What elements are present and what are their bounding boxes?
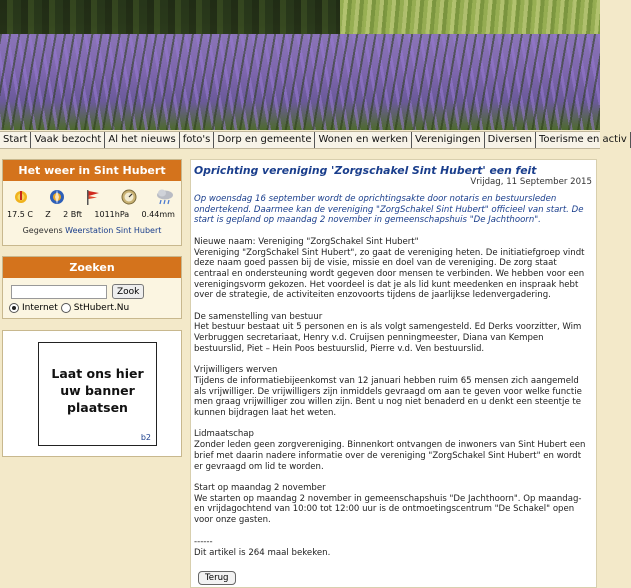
weather-wind-direction: Z: [45, 210, 51, 219]
article-section-membership: [194, 429, 592, 472]
nav-item-dorp-en-gemeente[interactable]: Dorp en gemeente: [214, 132, 315, 148]
section-heading: Start op maandag 2 november: [194, 482, 326, 493]
nav-item-vaak-bezocht[interactable]: Vaak bezocht: [31, 132, 105, 148]
back-button[interactable]: Terug: [198, 571, 236, 585]
article-date: Vrijdag, 11 September 2015: [470, 177, 592, 187]
search-box: [2, 256, 182, 319]
weather-pressure: 1011hPa: [94, 210, 130, 219]
weather-station-link[interactable]: Weerstation Sint Hubert: [65, 226, 162, 235]
nav-item-verenigingen[interactable]: Verenigingen: [412, 132, 485, 148]
nav-spacer: [0, 149, 600, 158]
search-title: Zoeken: [3, 257, 181, 278]
radio-sthubert-label: StHubert.Nu: [73, 303, 130, 313]
article-intro: Op woensdag 16 september wordt de oprichtingsakte door notaris en bestuursleden ondertekend. Daarmee kan de vereniging "ZorgSchakel Sint Hubert" officieel van start. De start is gepland op maandag 2 november in gemeenschapshuis "De Jachthoorn".: [194, 194, 584, 226]
search-scope: [3, 299, 181, 313]
rain-cloud-icon: [155, 187, 175, 207]
section-text: We starten op maandag 2 november in gemeenschapshuis "De Jachthoorn". Op maandag- en vrijdagochtend van 10:00 tot 12:00 uur is de ontmoetingscentrum "De Schakel" open voor onze gasten.: [194, 493, 582, 526]
section-heading: De samenstelling van bestuur: [194, 311, 323, 322]
article-section-name: [194, 237, 592, 301]
advertisement-panel: [2, 330, 182, 457]
radio-internet[interactable]: [9, 303, 19, 313]
weather-values: [3, 207, 181, 219]
search-button[interactable]: Zook: [112, 284, 144, 299]
section-text: Tijdens de informatiebijeenkomst van 12 januari hebben ruim 65 mensen zich aangemeld als vrijwilliger. De vrijwilligers zijn inmiddels gevraagd om aan te geven voor welke functie men graag vrijwilliger zou willen zijn. Bent u nog niet benaderd en u denkt een steentje te kunnen bijdragen laat het weten.: [194, 375, 582, 419]
section-text: Het bestuur bestaat uit 5 personen en is als volgt samengesteld. Ed Derks voorzitter, Wim Verbruggen secretariaat, Henry v.d. Cruijsen penningmeester, Diana van Kempen bestuurslid, Piet – Hein Poos bestuurslid, Pierre v.d. Ven bestuurslid.: [194, 322, 582, 354]
nav-item-al-het-nieuws[interactable]: Al het nieuws: [105, 132, 179, 148]
section-text: Zonder leden geen zorgvereniging. Binnenkort ontvangen de inwoners van Sint Hubert een brief met daarin nadere informatie over de vereniging "ZorgSchakel Sint Hubert" en wordt er gevraagd om lid te worden.: [194, 440, 586, 472]
header-banner-image: [0, 0, 600, 130]
article-section-board: [194, 312, 592, 355]
weather-icons: [3, 181, 181, 207]
search-input[interactable]: [11, 285, 107, 299]
banner-lavender-field: [0, 34, 600, 130]
section-heading: Vrijwilligers werven: [194, 365, 278, 376]
radio-sthubert[interactable]: [61, 303, 71, 313]
main-navigation: [0, 131, 627, 149]
banner-placeholder-text: Laat ons hier uw banner plaatsen: [51, 366, 144, 415]
section-heading: Nieuwe naam: Vereniging "ZorgSchakel Sint Hubert": [194, 236, 419, 247]
weather-box: [2, 159, 182, 246]
weather-source-prefix: Gegevens: [22, 226, 63, 235]
section-heading: Lidmaatschap: [194, 429, 254, 440]
article-body: [194, 194, 592, 526]
weather-wind-force: 2 Bft: [63, 210, 83, 219]
section-text: Vereniging "ZorgSchakel Sint Hubert", zo gaat de vereniging heten. De initiatiefgroep vindt deze naam goed passen bij de visie, missie en doel van de vereniging. De zorg staat centraal en ondersteuning wordt gegeven door mensen te verbinden. We hebben voor een verenigingsvorm gekozen. Het voordeel is dat je als lid kunt meedenken en inspraak hebt over de strategie, de activiteiten enzovoorts tijdens de jaarlijkse ledenvergadering.: [194, 247, 585, 301]
article-section-start: [194, 483, 592, 526]
banner-placeholder[interactable]: [38, 342, 157, 446]
article-view-count: Dit artikel is 264 maal bekeken.: [194, 548, 331, 558]
article-separator: ------: [194, 537, 213, 547]
weather-title: Het weer in Sint Hubert: [3, 160, 181, 181]
nav-item-diversen[interactable]: Diversen: [485, 132, 536, 148]
wind-flag-icon: [83, 187, 103, 207]
weather-rainfall: 0.44mm: [141, 210, 175, 219]
banner-code: b2: [140, 433, 151, 442]
radio-internet-label: Internet: [22, 303, 58, 313]
wind-direction-icon: [47, 187, 67, 207]
nav-item-start[interactable]: Start: [0, 132, 31, 148]
nav-item-toerisme[interactable]: Toerisme en activ: [536, 132, 631, 148]
nav-item-wonen-en-werken[interactable]: Wonen en werken: [315, 132, 411, 148]
article-panel: [190, 159, 597, 588]
article-section-volunteers: [194, 365, 592, 419]
search-row: [3, 278, 181, 299]
nav-item-fotos[interactable]: foto's: [180, 132, 215, 148]
article-title: Oprichting vereniging 'Zorgschakel Sint Hubert' een feit: [194, 164, 537, 177]
weather-temperature: 17.5 C: [7, 210, 33, 219]
weather-source: [3, 226, 181, 235]
barometer-icon: [119, 187, 139, 207]
thermometer-sun-icon: [11, 187, 31, 207]
